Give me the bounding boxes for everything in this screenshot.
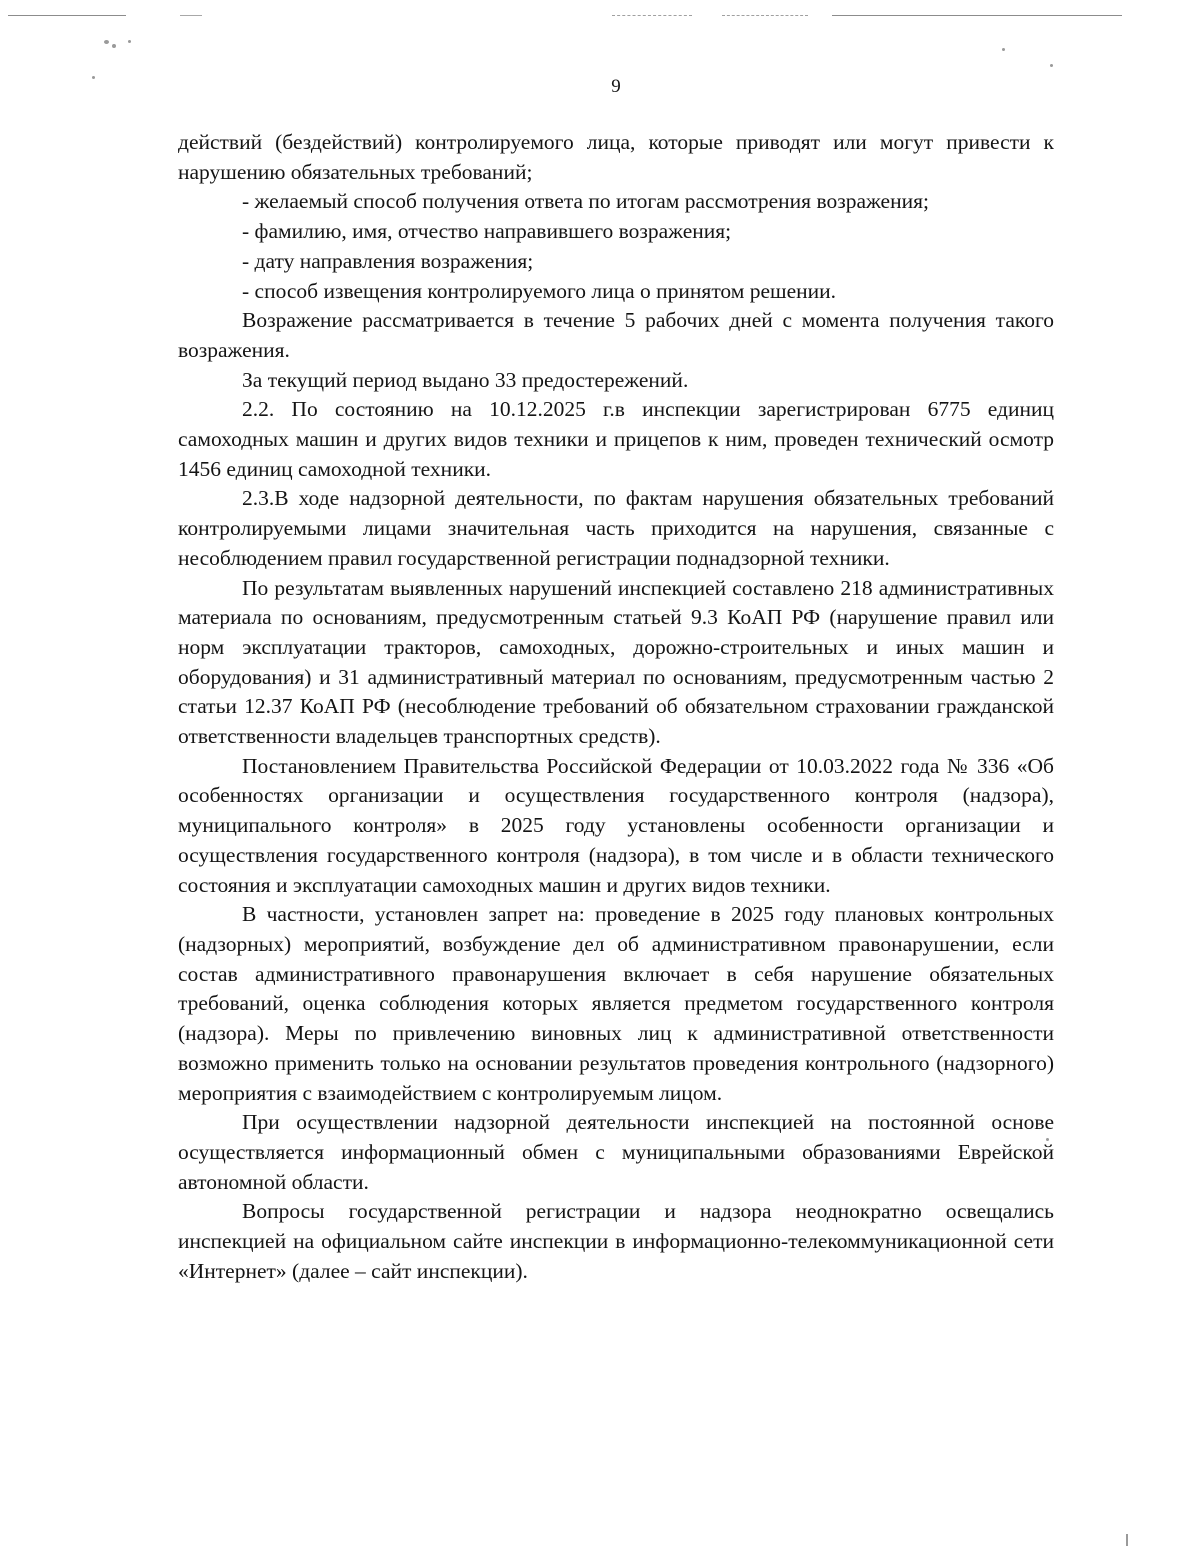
scan-speck	[128, 40, 131, 43]
paragraph: В частности, установлен запрет на: проведение в 2025 году плановых контрольных (надзорных) мероприятий, возбуждение дел об административном правонарушении, если состав административного правонарушения включает в себя нарушение обязательных требований, оценка соблюдения которых является предметом государственного контроля (надзора). Меры по привлечению виновных лиц к административной ответственности возможно применить только на основании результатов проведения контрольного (надзорного) мероприятия с взаимодействием с контролируемым лицом.	[178, 902, 1054, 1105]
paragraph: Возражение рассматривается в течение 5 рабочих дней с момента получения такого возражения.	[178, 308, 1054, 362]
scan-speck	[1050, 64, 1053, 67]
paragraph: За текущий период выдано 33 предостережений.	[242, 367, 689, 392]
paragraph: При осуществлении надзорной деятельности инспекцией на постоянной основе осуществляется информационный обмен с муниципальными образованиями Еврейской автономной области.	[178, 1110, 1054, 1194]
paragraph: 2.2. По состоянию на 10.12.2025 г.в инспекции зарегистрирован 6775 единиц самоходных машин и других видов техники и прицепов к ним, проведен технический осмотр 1456 единиц самоходной техники.	[178, 397, 1054, 481]
scan-speck	[112, 44, 116, 48]
scan-artifact-top-line	[832, 15, 1122, 16]
scan-artifact-top-line	[722, 15, 808, 16]
paragraph: Вопросы государственной регистрации и надзора неоднократно освещались инспекцией на официальном сайте инспекции в информационно-телекоммуникационной сети «Интернет» (далее – сайт инспекции).	[178, 1199, 1054, 1283]
document-body	[178, 128, 1054, 1286]
list-item: - способ извещения контролируемого лица о принятом решении.	[242, 278, 837, 303]
list-item: - желаемый способ получения ответа по итогам рассмотрения возражения;	[242, 189, 929, 214]
scan-speck	[104, 40, 109, 44]
scan-artifact-top-line	[180, 15, 202, 16]
scan-artifact-top-line	[8, 15, 126, 16]
scan-speck	[1002, 48, 1005, 51]
scan-artifact-top-line	[612, 15, 692, 16]
paragraph: 2.3.В ходе надзорной деятельности, по фактам нарушения обязательных требований контролируемыми лицами значительная часть приходится на нарушения, связанные с несоблюдением правил государственной регистрации поднадзорной техники.	[178, 486, 1054, 570]
page-number: 9	[611, 76, 621, 97]
paragraph: действий (бездействий) контролируемого лица, которые приводят или могут привести к нарушению обязательных требований;	[178, 130, 1054, 184]
paragraph: По результатам выявленных нарушений инспекцией составлено 218 административных материала по основаниям, предусмотренным статьей 9.3 КоАП РФ (нарушение правил или норм эксплуатации тракторов, самоходных, дорожно-строительных и иных машин и оборудования) и 31 административный материал по основаниям, предусмотренным частью 2 статьи 12.37 КоАП РФ (несоблюдение требований об обязательном страховании гражданской ответственности владельцев транспортных средств).	[178, 575, 1054, 749]
paragraph: Постановлением Правительства Российской Федерации от 10.03.2022 года № 336 «Об особенностях организации и осуществления государственного контроля (надзора), муниципального контроля» в 2025 году установлены особенности организации и осуществления государственного контроля (надзора), в том числе и в области технического состояния и эксплуатации самоходных машин и других видов техники.	[178, 753, 1054, 897]
list-item: - фамилию, имя, отчество направившего возражения;	[242, 219, 732, 244]
scan-speck	[1126, 1534, 1128, 1546]
list-item: - дату направления возражения;	[242, 248, 534, 273]
